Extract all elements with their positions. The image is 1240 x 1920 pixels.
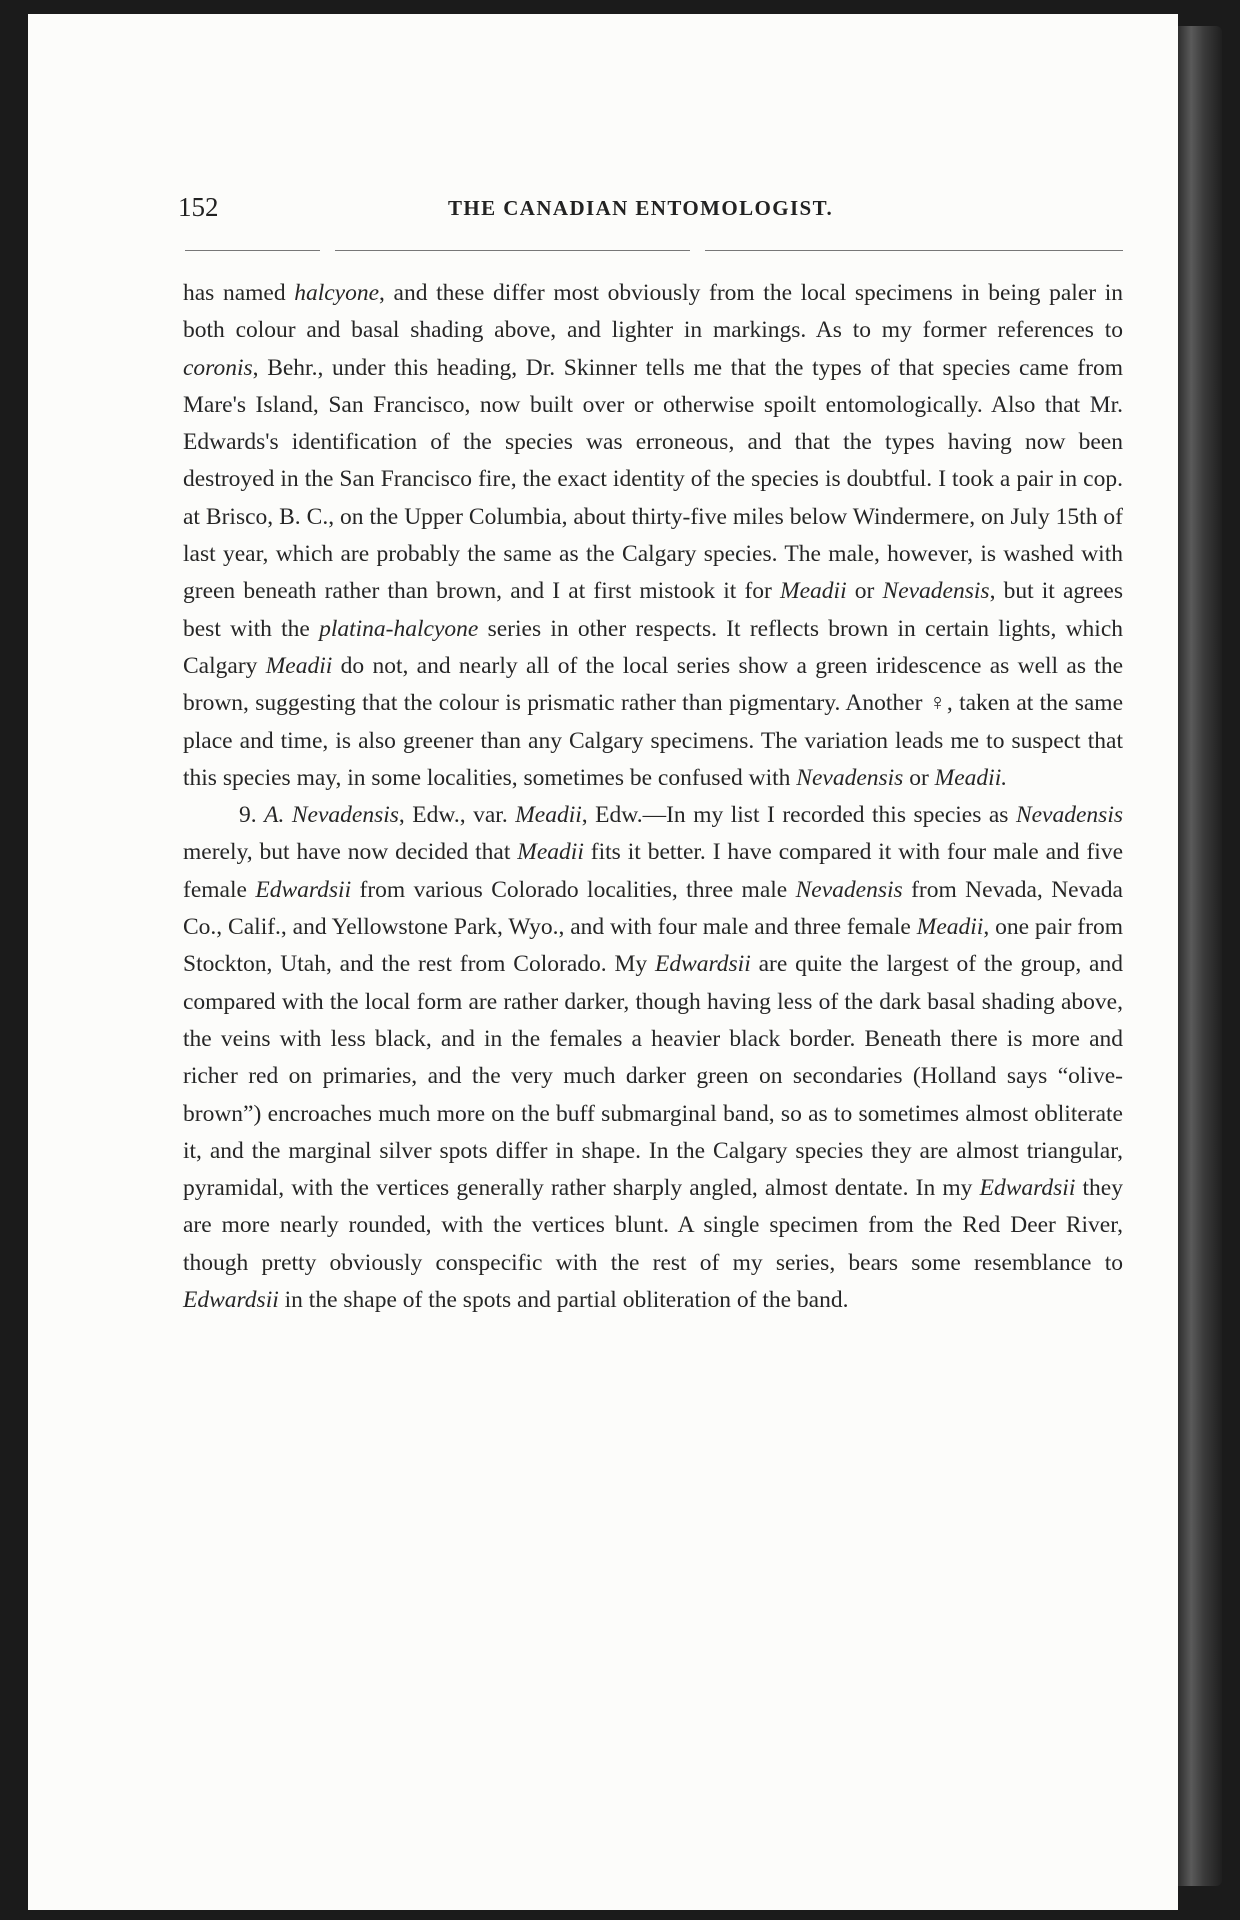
text-run: has named [183, 280, 295, 306]
text-run: do not, and nearly all of the local series show a green iridescence as well as the brown, suggesting that the colour is prismatic rather than pigmentary. Another ♀, taken at the same place and time, is also greener than any Calgary specimens. The variation leads me to suspect that this species may, in some localities, sometimes be confused with [183, 652, 1124, 791]
text-run: , but it agrees best with the [183, 578, 1123, 642]
italic-term: Meadii [517, 839, 584, 866]
text-run: in the shape of the spots and partial obliteration of the band. [278, 1287, 849, 1314]
italic-term: A. Nevadensis [264, 802, 399, 829]
header-rule-left [185, 250, 320, 251]
text-run: merely, but have now decided that [183, 839, 518, 866]
italic-term: Meadii. [934, 764, 1008, 791]
italic-term: Nevadensis [795, 876, 903, 903]
text-run: , one pair from Stockton, Utah, and the rest from Colorado. My [183, 914, 1123, 978]
text-run: fits it better. I have compared it with four male and five female [183, 839, 1123, 903]
italic-term: Edwardsii [979, 1175, 1076, 1202]
italic-term: Nevadensis [796, 764, 904, 791]
italic-term: Edwardsii [183, 1287, 279, 1314]
text-run: are quite the largest of the group, and compared with the local form are rather darker, though having less of the dark basal shading above, the veins with less black, and in the females a heavier black border. Beneath there is more and richer red on primaries, and the very much darker green on secondaries (Holland says “olive-brown”) encroaches much more on the buff submarginal band, so as to sometimes almost obliterate it, and the marginal silver spots differ in shape. In the Calgary species they are almost triangular, pyramidal, with the vertices generally rather sharply angled, almost dentate. In my [183, 951, 1123, 1202]
text-run: , and these differ most obviously from the local specimens in being paler in both colour and basal shading above, and lighter in markings. As to my former references to [183, 280, 1123, 344]
text-run: series in other respects. It reflects brown in certain lights, which Calgary [183, 615, 1123, 679]
paragraph-nevadensis-meadii [183, 797, 1123, 1319]
header-rule-middle [335, 250, 690, 251]
italic-term: platina-halcyone [319, 615, 479, 642]
italic-term: Meadii [780, 578, 847, 605]
italic-term: Edwardsii [654, 951, 751, 978]
running-title: THE CANADIAN ENTOMOLOGIST. [448, 196, 834, 220]
text-run: 9. [239, 802, 265, 829]
header-rule-right [705, 250, 1123, 251]
text-run: , Edw.—In my list I recorded this species as [581, 802, 1016, 829]
text-run: , Edw., var. [398, 802, 516, 829]
text-run: or [903, 764, 935, 791]
article-body [183, 275, 1123, 1319]
italic-term: Meadii [515, 802, 582, 829]
page-header [178, 192, 1128, 232]
italic-term: Meadii [265, 652, 333, 679]
book-spine-shadow [1178, 26, 1222, 1886]
italic-term: Edwardsii [255, 876, 352, 903]
text-run: or [846, 578, 883, 605]
italic-term: Nevadensis [1015, 802, 1123, 829]
page-number: 152 [178, 192, 219, 222]
italic-term: Nevadensis [882, 578, 990, 605]
text-run: they are more nearly rounded, with the vertices blunt. A single specimen from the Red Deer River, though pretty obviously conspecific with the rest of my series, bears some resemblance to [183, 1175, 1123, 1276]
paragraph-halcyone-continuation [183, 275, 1123, 797]
italic-term: coronis [183, 354, 253, 381]
text-run: , Behr., under this heading, Dr. Skinner tells me that the types of that species came from Mare's Island, San Francisco, now built over or otherwise spoilt entomologically. Also that Mr. Edwards's identification of the species was erroneous, and that the types having now been destroyed in the San Francisco fire, the exact identity of the species is doubtful. I took a pair in cop. at Brisco, B. C., on the Upper Columbia, about thirty-five miles below Windermere, on July 15th of last year, which are probably the same as the Calgary species. The male, however, is washed with green beneath rather than brown, and I at first mistook it for [183, 354, 1123, 605]
text-run: from various Colorado localities, three male [351, 876, 796, 903]
italic-term: Meadii [916, 914, 984, 941]
text-run: from Nevada, Nevada Co., Calif., and Yellowstone Park, Wyo., and with four male and three female [183, 876, 1123, 941]
italic-term: halcyone [294, 280, 380, 306]
